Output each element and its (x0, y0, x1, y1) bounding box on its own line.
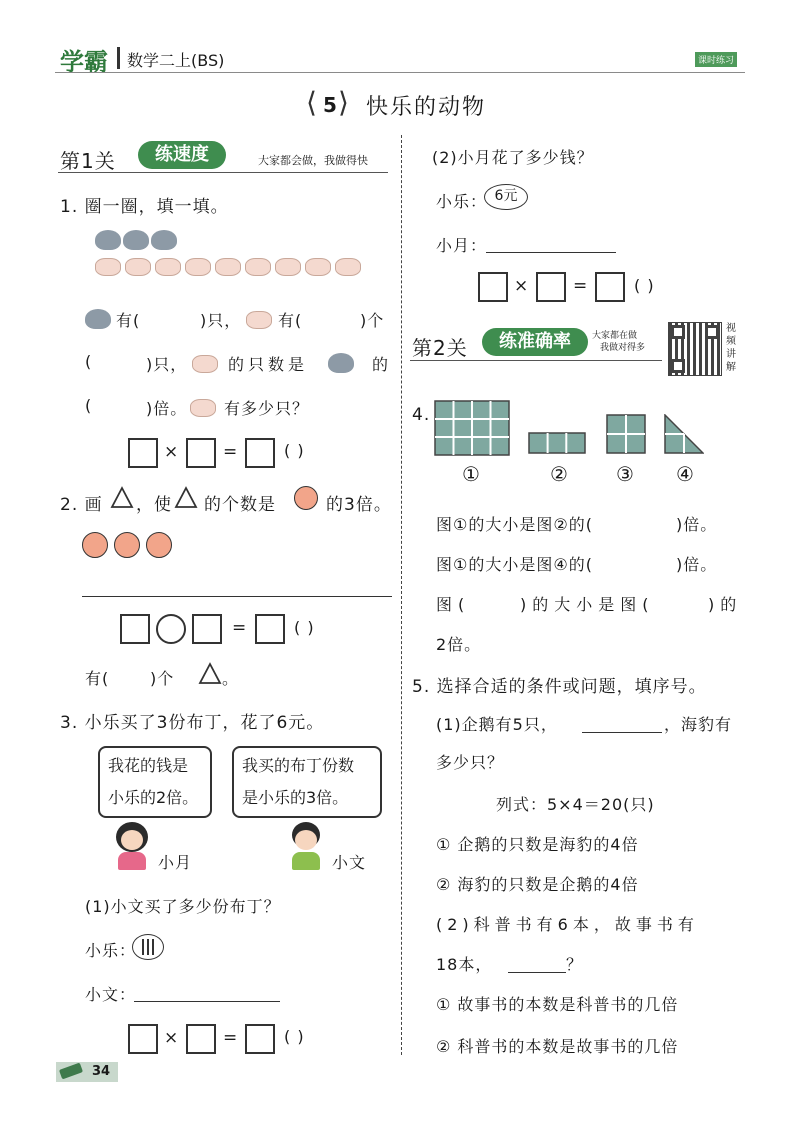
q4-number: 4. (412, 405, 431, 425)
level1-prefix: 第1关 (60, 149, 116, 173)
page-footer (56, 1062, 118, 1082)
level2-tag: 练准确率 (482, 328, 588, 356)
triangle-icon (110, 486, 134, 510)
q3-sub1: (1)小文买了多少份布丁？ (85, 897, 281, 916)
q1-line1-d: )个 (360, 311, 385, 330)
q4-line3-c: )的 (708, 595, 743, 614)
q4-line1-a: 图①的大小是图②的( (436, 515, 593, 534)
figure-label: ③ (616, 462, 635, 486)
times-sign: × (514, 276, 529, 296)
hippo-icon (328, 353, 354, 373)
answer-box[interactable] (128, 1024, 158, 1054)
header (55, 42, 745, 76)
rabbit-icon (245, 258, 271, 276)
unit-paren: ( ) (284, 441, 305, 460)
rabbit-icon (190, 399, 216, 417)
figure-3 (606, 414, 646, 454)
answer-line[interactable] (486, 252, 616, 253)
q2-result-b: )个 (150, 669, 175, 688)
book-subtitle: 数学二上(BS) (127, 51, 225, 70)
rabbit-icon (185, 258, 211, 276)
q5-option: ② 海豹的只数是企鹅的4倍 (436, 875, 639, 894)
q3-sub2: (2)小月花了多少钱？ (432, 148, 594, 167)
pencil-icon (59, 1063, 83, 1080)
q2-title-a: 2. 画 (60, 495, 103, 515)
rabbit-icon (246, 311, 272, 329)
q4-line1-b: )倍。 (676, 515, 718, 534)
q1-line2-c: 的只数是 (228, 355, 309, 374)
bubble-line: 我买的布丁份数 (242, 756, 355, 775)
answer-box[interactable] (192, 614, 222, 644)
header-rule (55, 72, 745, 73)
figure-2 (528, 432, 586, 454)
answer-box[interactable] (120, 614, 150, 644)
q5-formula: 列式：5×4＝20(只) (496, 795, 655, 814)
q1-line2-a: ( (85, 352, 93, 371)
equals-sign: = (223, 1028, 238, 1048)
q5-p2-a: (2)科普书有6本，故事书有 (436, 915, 699, 934)
answer-line[interactable] (134, 1001, 280, 1002)
answer-box[interactable] (245, 438, 275, 468)
hippo-icon (85, 309, 111, 329)
lesson-title: 快乐的动物 (366, 95, 487, 120)
corner-label: 课时练习 (695, 52, 737, 67)
q4-line3-b: )的大小是图( (520, 595, 655, 614)
period: 。 (222, 669, 240, 688)
rabbit-icon (95, 258, 121, 276)
bubble-line: 我花的钱是 (108, 756, 189, 775)
figure-label: ④ (676, 462, 695, 486)
triangle-icon (198, 662, 222, 686)
page-number: 34 (92, 1064, 111, 1079)
answer-box[interactable] (186, 438, 216, 468)
level1-tag: 练速度 (138, 141, 226, 169)
figure-label: ① (462, 462, 481, 486)
bubble-line: 是小乐的3倍。 (242, 788, 349, 807)
times-sign: × (164, 442, 179, 462)
speech-bubble-xiaowen (232, 746, 382, 818)
times-sign: × (164, 1028, 179, 1048)
triangle-icon (174, 486, 198, 510)
speech-bubble-xiaoyue (98, 746, 212, 818)
pink-circle (82, 532, 108, 558)
q1-line3-a: ( (85, 396, 93, 415)
q3-title: 3. 小乐买了3份布丁，花了6元。 (60, 713, 325, 733)
level2-slogan (592, 330, 645, 354)
q5-title: 5. 选择合适的条件或问题，填序号。 (412, 677, 707, 697)
name-xiaowen: 小文 (332, 853, 367, 872)
q4-line4: 2倍。 (436, 635, 482, 654)
drawing-line[interactable] (82, 596, 392, 597)
answer-box[interactable] (255, 614, 285, 644)
slogan-line: 我做对得多 (600, 343, 646, 353)
answer-line[interactable] (582, 732, 662, 733)
q1-line3-b: )倍。 (146, 399, 188, 418)
level1-rule (58, 172, 388, 173)
hippo-icon (95, 230, 121, 250)
q2-result-a: 有( (85, 669, 110, 688)
unit-paren: ( ) (294, 618, 315, 637)
operator-circle[interactable] (156, 614, 186, 644)
answer-box[interactable] (245, 1024, 275, 1054)
q1-title: 1. 圈一圈，填一填。 (60, 197, 229, 217)
rabbit-icon (335, 258, 361, 276)
q4-line2-a: 图①的大小是图④的( (436, 555, 593, 574)
q1-line3-c: 有多少只？ (224, 399, 310, 418)
slogan-line: 大家都在做 (592, 331, 638, 341)
hippo-row (95, 230, 177, 254)
q5-option: ① 故事书的本数是科普书的几倍 (436, 995, 679, 1014)
q5-p2-c: ？ (566, 955, 584, 974)
xiaole-label-2: 小乐： (436, 192, 488, 211)
animal-group (95, 230, 385, 286)
xiaowen-label: 小文： (85, 985, 137, 1004)
equals-sign: = (232, 618, 247, 638)
pink-circle-icon (294, 486, 318, 510)
hippo-icon (123, 230, 149, 250)
q2-title-c: 的个数是 (204, 495, 276, 515)
answer-box[interactable] (595, 272, 625, 302)
hippo-icon (151, 230, 177, 250)
unit-paren: ( ) (634, 276, 655, 295)
xiaoyue-label: 小月： (436, 236, 488, 255)
column-divider (401, 135, 402, 1055)
answer-box[interactable] (128, 438, 158, 468)
brand-logo: 学霸 (60, 48, 108, 76)
q4-line2-b: )倍。 (676, 555, 718, 574)
rabbit-row (95, 258, 365, 280)
unit-paren: ( ) (284, 1027, 305, 1046)
answer-line[interactable] (508, 972, 566, 973)
rabbit-icon (192, 355, 218, 373)
answer-box[interactable] (478, 272, 508, 302)
pink-circle (114, 532, 140, 558)
level2-prefix: 第2关 (412, 336, 468, 360)
q4-line3-a: 图( (436, 595, 471, 614)
q1-line1-a: 有( (116, 311, 141, 330)
figure-4 (664, 414, 704, 454)
rabbit-icon (305, 258, 331, 276)
equals-sign: = (573, 276, 588, 296)
q5-option: ② 科普书的本数是故事书的几倍 (436, 1037, 679, 1056)
girl-avatar (112, 822, 152, 870)
figure-label: ② (550, 462, 569, 486)
q1-line2-b: )只， (146, 355, 188, 374)
q1-line1-b: )只， (200, 311, 242, 330)
q5-option: ① 企鹅的只数是海豹的4倍 (436, 835, 639, 854)
q5-p1-c: 多少只？ (436, 753, 505, 772)
level1-slogan: 大家都会做，我做得快 (258, 154, 368, 167)
qr-code[interactable] (668, 322, 722, 376)
equals-sign: = (223, 442, 238, 462)
figure-1 (434, 400, 510, 456)
rabbit-icon (215, 258, 241, 276)
lesson-bracket-left: ⟨ (306, 86, 317, 119)
q5-p2-b: 18本， (436, 955, 493, 974)
lesson-number: 5 (323, 93, 337, 117)
rabbit-icon (155, 258, 181, 276)
tally-oval (132, 934, 164, 960)
q2-title-d: 的3倍。 (326, 495, 392, 515)
rabbit-icon (125, 258, 151, 276)
pink-circle (146, 532, 172, 558)
q2-title-b: ，使 (136, 495, 172, 515)
answer-box[interactable] (186, 1024, 216, 1054)
q1-line2-d: 的 (372, 355, 390, 374)
qr-caption: 视频讲解 (726, 323, 736, 373)
q5-p1-b: ，海豹有 (664, 715, 733, 734)
xiaole-label: 小乐： (85, 941, 137, 960)
money-oval: 6元 (484, 184, 528, 210)
header-divider (117, 47, 120, 69)
rabbit-icon (275, 258, 301, 276)
answer-box[interactable] (536, 272, 566, 302)
q1-line1-c: 有( (278, 311, 303, 330)
name-xiaoyue: 小月 (158, 853, 193, 872)
boy-avatar (286, 822, 326, 870)
lesson-bracket-right: ⟩ (338, 86, 349, 119)
level2-rule (410, 360, 662, 361)
bubble-line: 小乐的2倍。 (108, 788, 199, 807)
q5-p1-a: (1)企鹅有5只， (436, 715, 558, 734)
